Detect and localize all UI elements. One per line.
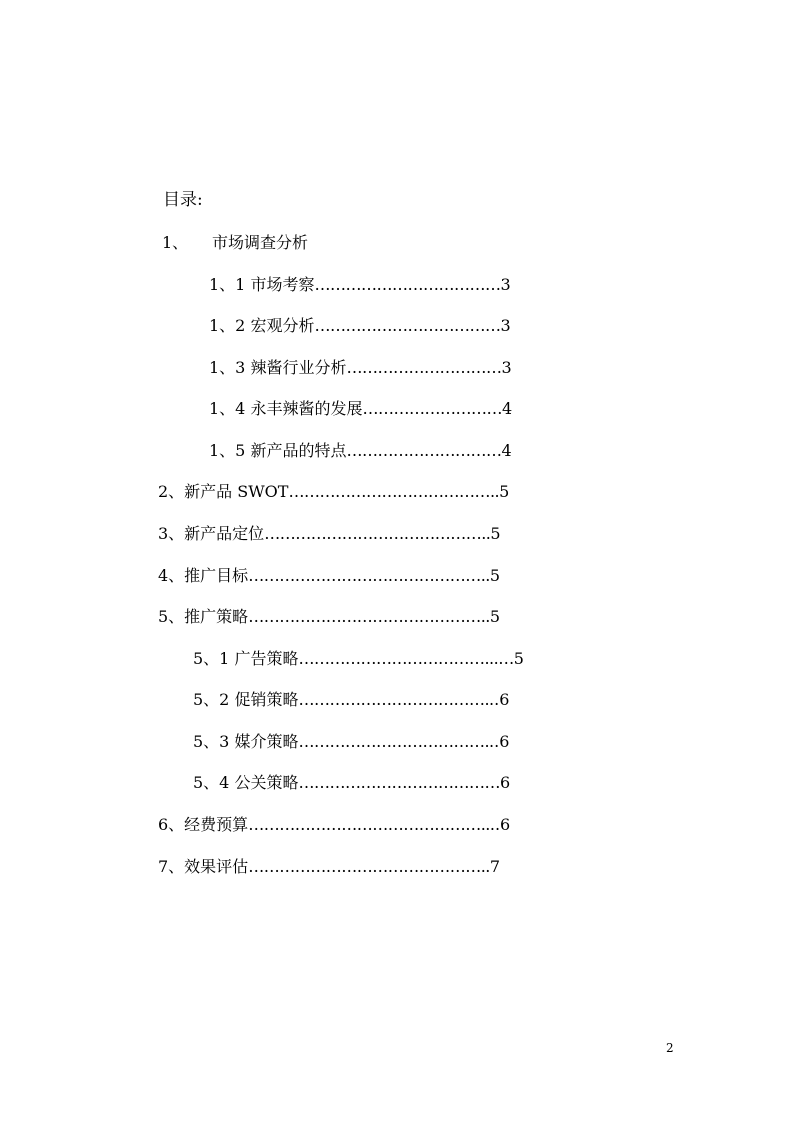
- toc-entry-title: 1、3 辣酱行业分析: [209, 358, 347, 377]
- toc-page-number: 6: [499, 773, 511, 792]
- toc-leader: ………………………………………..: [248, 815, 490, 834]
- toc-leader: …………………………………..: [288, 482, 500, 501]
- toc-entry-title: 1、1 市场考察: [209, 275, 315, 294]
- toc-leader: …………………………………: [298, 773, 500, 792]
- toc-entry-title: 2、新产品 SWOT: [158, 482, 289, 501]
- toc-page-number: 3: [500, 275, 511, 294]
- toc-entry-title: 4、推广目标: [158, 566, 249, 585]
- toc-entry[interactable]: [209, 314, 511, 338]
- toc-entry[interactable]: [158, 605, 500, 629]
- toc-page-number: ..6: [489, 732, 510, 751]
- toc-page-number: 3: [501, 358, 512, 377]
- toc-entry-title: 5、推广策略: [158, 607, 249, 626]
- toc-entry[interactable]: [158, 855, 500, 879]
- toc-page-number: 5: [489, 566, 501, 585]
- toc-entry-title: 1、4 永丰辣酱的发展: [209, 399, 363, 418]
- toc-leader: ……………………………….: [298, 732, 490, 751]
- toc-entry[interactable]: [193, 647, 524, 671]
- toc-page-number: 5: [490, 524, 501, 543]
- toc-entry[interactable]: [193, 730, 509, 754]
- toc-entry[interactable]: [193, 688, 509, 712]
- toc-entry[interactable]: [209, 439, 512, 463]
- toc-chapter-title: 市场调查分析: [212, 233, 309, 252]
- toc-heading: 目录:: [163, 190, 203, 210]
- toc-entry-title: 5、2 促销策略: [193, 690, 299, 709]
- toc-leader: …………………………: [346, 358, 502, 377]
- toc-page-number: 3: [500, 316, 511, 335]
- toc-leader: ……………………………………..: [264, 524, 491, 543]
- toc-leader: ………………………………………..: [248, 857, 490, 876]
- toc-leader: ………………………: [362, 399, 502, 418]
- toc-leader: ………………………………………..: [248, 607, 490, 626]
- toc-chapter-1[interactable]: [162, 231, 308, 255]
- toc-entry[interactable]: [209, 356, 512, 380]
- toc-entry-title: 5、1 广告策略: [193, 649, 299, 668]
- toc-leader: …………………………: [346, 441, 502, 460]
- toc-entry-title: 7、效果评估: [158, 857, 249, 876]
- toc-leader: ………………………………: [314, 316, 501, 335]
- toc-page-number: ..6: [489, 690, 510, 709]
- toc-page-number: 4: [501, 441, 512, 460]
- toc-chapter-number: 1、: [162, 233, 189, 252]
- toc-entry[interactable]: [158, 480, 509, 504]
- toc-entry-title: 1、5 新产品的特点: [209, 441, 347, 460]
- toc-entry[interactable]: [158, 522, 501, 546]
- toc-page-number: 7: [489, 857, 501, 876]
- toc-entry-title: 5、3 媒介策略: [193, 732, 299, 751]
- toc-page-number: 5: [489, 607, 501, 626]
- toc-entry[interactable]: [158, 564, 500, 588]
- toc-entry-title: 5、4 公关策略: [193, 773, 299, 792]
- toc-entry[interactable]: [209, 397, 512, 421]
- toc-entry-title: 1、2 宏观分析: [209, 316, 315, 335]
- toc-leader: ………………………………...…: [298, 649, 514, 668]
- toc-leader: ……………………………….: [298, 690, 490, 709]
- toc-page-number: ..6: [489, 815, 511, 834]
- toc-page-number: 5: [513, 649, 524, 668]
- toc-page-number: 5: [499, 482, 510, 501]
- page-number: 2: [666, 1041, 674, 1055]
- toc-page-number: 4: [501, 399, 513, 418]
- toc-entry-title: 6、经费预算: [158, 815, 249, 834]
- toc-leader: ………………………………: [314, 275, 501, 294]
- toc-entry-title: 3、新产品定位: [158, 524, 265, 543]
- toc-entry[interactable]: [209, 273, 511, 297]
- toc-entry[interactable]: [158, 813, 510, 837]
- toc-entry[interactable]: [193, 771, 510, 795]
- toc-leader: ………………………………………..: [248, 566, 490, 585]
